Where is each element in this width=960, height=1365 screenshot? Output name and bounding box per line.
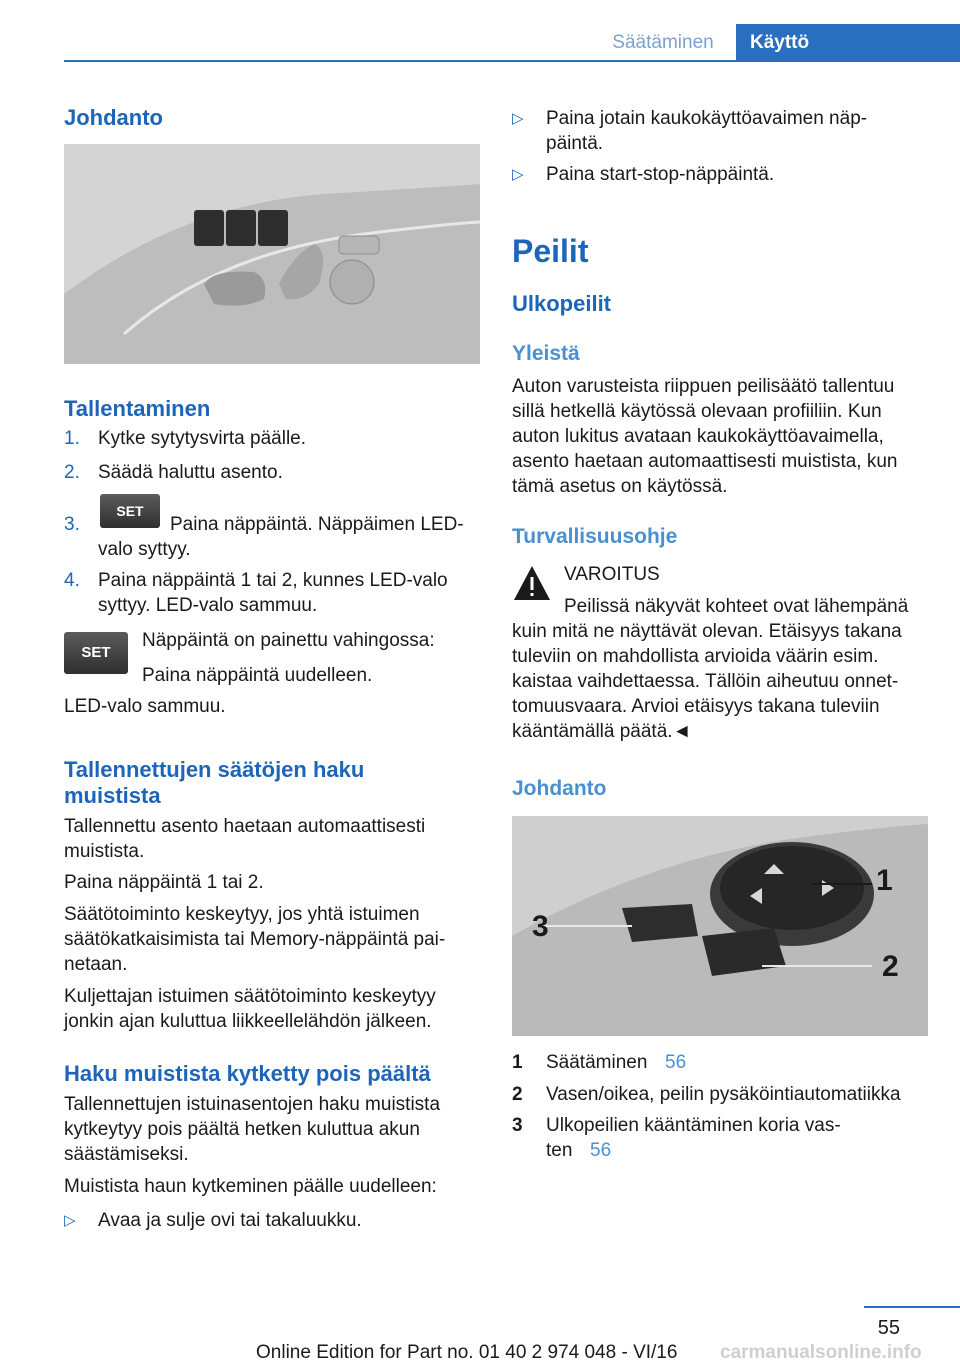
paragraph-line: auton lukitus avataan kaukokäyttöavaimella, [512, 426, 884, 447]
warning-text: kääntämällä päätä.◄ [512, 721, 692, 742]
triangle-bullet-icon: ▷ [64, 1212, 76, 1229]
list-item: 4. Paina näppäintä 1 tai 2, kunnes LED-valo syttyy. LED-valo sammuu. [64, 570, 448, 616]
figure-label: 2 [882, 950, 899, 983]
note-text: Paina näppäintä uudelleen. [142, 665, 373, 686]
paragraph-line: Kuljettajan istuimen säätötoiminto keskeytyy [64, 986, 436, 1007]
callout-item: 2 Vasen/oikea, peilin pysäköintiautomatiikka [512, 1084, 901, 1105]
paragraph-line: säästämiseksi. [64, 1144, 189, 1165]
callout-item: 1 Säätäminen 56 [512, 1052, 687, 1073]
note-after: LED-valo sammuu. [64, 696, 226, 717]
page-ref-link[interactable]: 56 [665, 1052, 687, 1073]
list-item: ▷ Paina start-stop-näppäintä. [512, 164, 775, 185]
paragraph-line: asento haetaan automaattisesti muistista, kun [512, 451, 898, 472]
figure-label: 3 [532, 910, 549, 943]
recall-heading: muistista [64, 783, 161, 808]
triangle-bullet-icon: ▷ [512, 110, 524, 127]
warning-text: kaistaa vaihdettaessa. Tällöin aiheutuu onnet- [512, 671, 899, 692]
header-tab-section[interactable]: Säätäminen [612, 32, 714, 53]
warning-text: tomuusvaara. Arvioi etäisyys takana tuleviin [512, 696, 880, 717]
paragraph-line: Muistista haun kytkeminen päälle uudelleen: [64, 1176, 437, 1197]
paragraph-line: jonkin ajan kuluttua liikkeellelähdön jälkeen. [64, 1011, 432, 1032]
paragraph-line: Tallennettu asento haetaan automaattisesti [64, 816, 426, 837]
footer-edition: Online Edition for Part no. 01 40 2 974 048 - VI/16 [256, 1342, 678, 1363]
warning-text: Peilissä näkyvät kohteet ovat lähempänä [564, 596, 909, 617]
list-item: 2. Säädä haluttu asento. [64, 462, 283, 483]
paragraph-line: säätökatkaisimista tai Memory-näppäintä pai- [64, 929, 446, 950]
paragraph-line: Paina näppäintä 1 tai 2. [64, 872, 264, 893]
save-heading: Tallentaminen [64, 396, 211, 421]
list-item: 1. Kytke sytytysvirta päälle. [64, 428, 307, 449]
peilit-heading: Peilit [512, 233, 589, 269]
yleista-heading: Yleistä [512, 342, 580, 365]
watermark: carmanualsonline.info [720, 1342, 922, 1363]
warning-icon [512, 562, 552, 606]
seat-controls-image [64, 144, 480, 364]
list-item: 3. SET Paina näppäintä. Näppäimen LED- valo syttyy. [64, 494, 484, 554]
ulkopeilit-heading: Ulkopeilit [512, 291, 612, 316]
paragraph-line: netaan. [64, 954, 128, 975]
paragraph-line: kytkeytyy pois päältä hetken kuluttua akun [64, 1119, 420, 1140]
paragraph-line: muistista. [64, 841, 145, 862]
paragraph-line: sillä hetkellä käytössä olevaan profiiliin. Kun [512, 401, 882, 422]
header-tab-active[interactable]: Käyttö [736, 24, 960, 62]
recall-heading: Tallennettujen säätöjen haku [64, 757, 365, 782]
intro-heading: Johdanto [64, 105, 163, 130]
callout-item: 3 Ulkopeilien kääntäminen koria vas- ten 56 [512, 1115, 841, 1161]
list-item: ▷ Paina jotain kaukokäyttöavaimen näp- päintä. [512, 108, 868, 154]
header-divider [64, 60, 960, 62]
figure-label: 1 [876, 864, 893, 897]
intro2-heading: Johdanto [512, 777, 607, 800]
page-ref-link[interactable]: 56 [590, 1140, 612, 1161]
paragraph-line: Auton varusteista riippuen peilisäätö tallentuu [512, 376, 895, 397]
off-heading: Haku muistista kytketty pois päältä [64, 1061, 431, 1086]
set-button-icon: SET [100, 494, 160, 528]
list-item: ▷ Avaa ja sulje ovi tai takaluukku. [64, 1210, 362, 1231]
note-text: Näppäintä on painettu vahingossa: [142, 630, 435, 651]
mirror-controls-image [512, 816, 928, 1036]
footer-divider [864, 1306, 960, 1308]
warning-text: kuin mitä ne näyttävät olevan. Etäisyys takana [512, 621, 902, 642]
warning-text: tuleviin on mahdollista arvioida väärin esim. [512, 646, 879, 667]
set-button-icon: SET [64, 632, 128, 674]
paragraph-line: Säätötoiminto keskeytyy, jos yhtä istuimen [64, 904, 420, 925]
warning-title: VAROITUS [564, 564, 660, 585]
page-number: 55 [877, 1317, 900, 1339]
safety-heading: Turvallisuusohje [512, 525, 678, 548]
paragraph-line: tämä asetus on käytössä. [512, 476, 728, 497]
triangle-bullet-icon: ▷ [512, 166, 524, 183]
paragraph-line: Tallennettujen istuinasentojen haku muistista [64, 1094, 441, 1115]
